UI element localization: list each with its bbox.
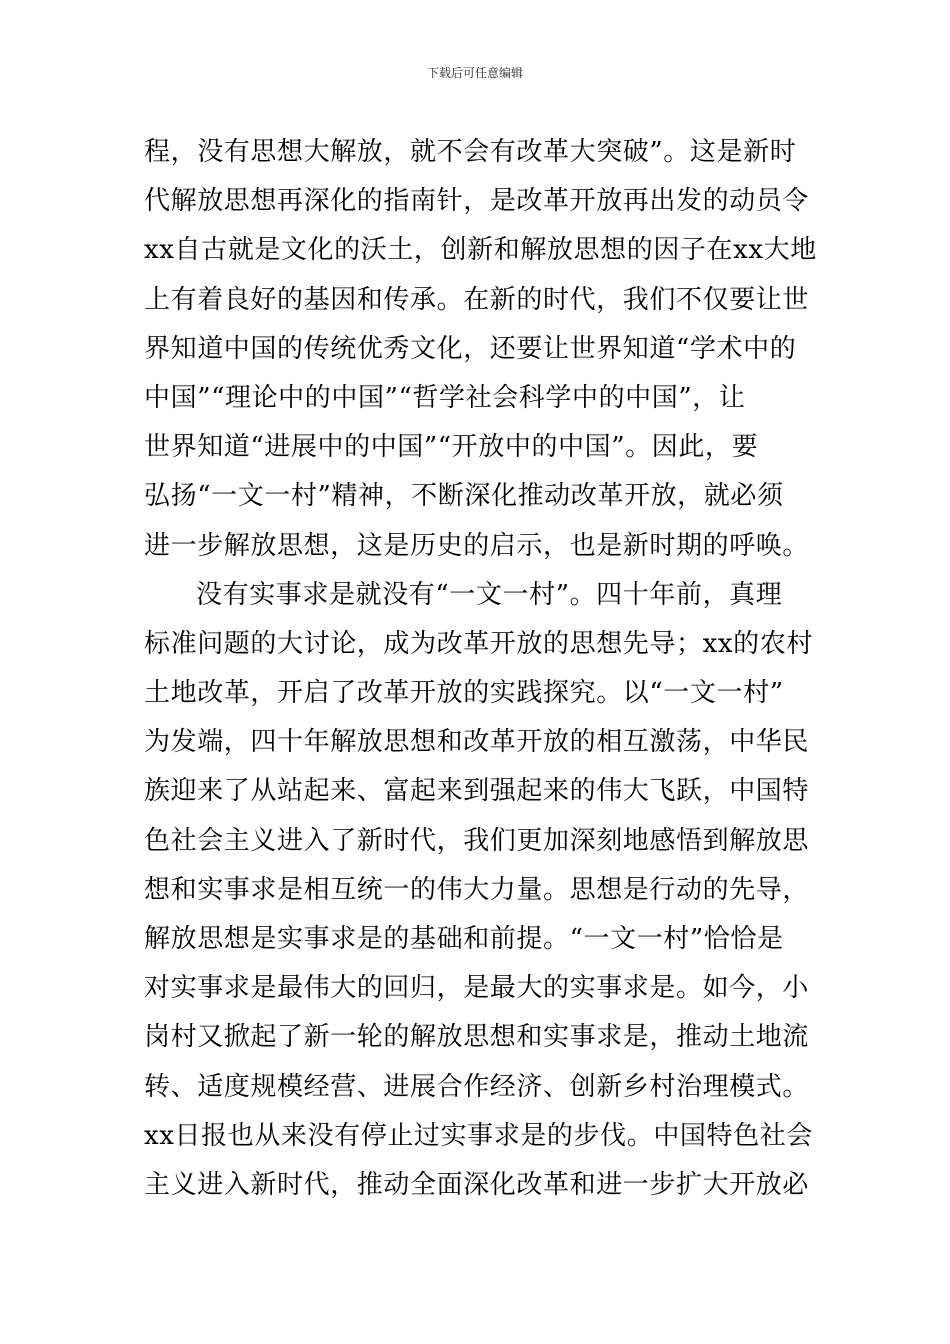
text-line: 解放思想是实事求是的基础和前提。“一文一村”恰恰是: [144, 924, 784, 954]
text-line: 转、适度规模经营、进展合作经济、创新乡村治理模式。: [144, 1071, 810, 1102]
page-header: 下载后可任意编辑: [426, 66, 523, 80]
text-line: 中国”“理论中的中国”“哲学社会科学中的中国”，让: [144, 382, 746, 413]
text-line: 代解放思想再深化的指南针，是改革开放再出发的动员令: [144, 186, 810, 217]
text-line: 色社会主义进入了新时代，我们更加深刻地感悟到解放思: [144, 825, 810, 856]
text-line: 进一步解放思想，这是历史的启示，也是新时期的呼唤。: [144, 530, 810, 561]
text-line: 上有着良好的基因和传承。在新的时代，我们不仅要让世: [144, 284, 810, 315]
text-line: 世界知道“进展中的中国”“开放中的中国”。因此，要: [144, 432, 759, 463]
text-line: 族迎来了从站起来、富起来到强起来的伟大飞跃，中国特: [144, 776, 810, 807]
document-body: [144, 128, 824, 1210]
text-line: xx日报也从来没有停止过实事求是的步伐。中国特色社会: [144, 1120, 813, 1151]
text-line: 主义进入新时代，推动全面深化改革和进一步扩大开放必: [144, 1169, 810, 1200]
text-line: 弘扬“一文一村”精神，不断深化推动改革开放，就必须: [144, 481, 784, 512]
text-line: 对实事求是最伟大的回归，是最大的实事求是。如今，小: [144, 973, 810, 1004]
text-line: 界知道中国的传统优秀文化，还要让世界知道“学术中的: [144, 333, 797, 364]
text-line: xx自古就是文化的沃土，创新和解放思想的因子在xx大地: [144, 235, 817, 266]
text-line: 想和实事求是相互统一的伟大力量。思想是行动的先导，: [144, 874, 810, 905]
text-line: 程，没有思想大解放，就不会有改革大突破”。这是新时: [144, 137, 797, 167]
paragraph-first-line: 没有实事求是就没有“一文一村”。四十年前，真理: [196, 579, 783, 610]
text-line: 土地改革，开启了改革开放的实践探究。以“一文一村”: [144, 678, 784, 709]
text-line: 岗村又掀起了新一轮的解放思想和实事求是，推动土地流: [144, 1022, 810, 1053]
text-line: 标准问题的大讨论，成为改革开放的思想先导；xx的农村: [144, 628, 813, 659]
text-line: 为发端，四十年解放思想和改革开放的相互激荡，中华民: [144, 727, 810, 758]
